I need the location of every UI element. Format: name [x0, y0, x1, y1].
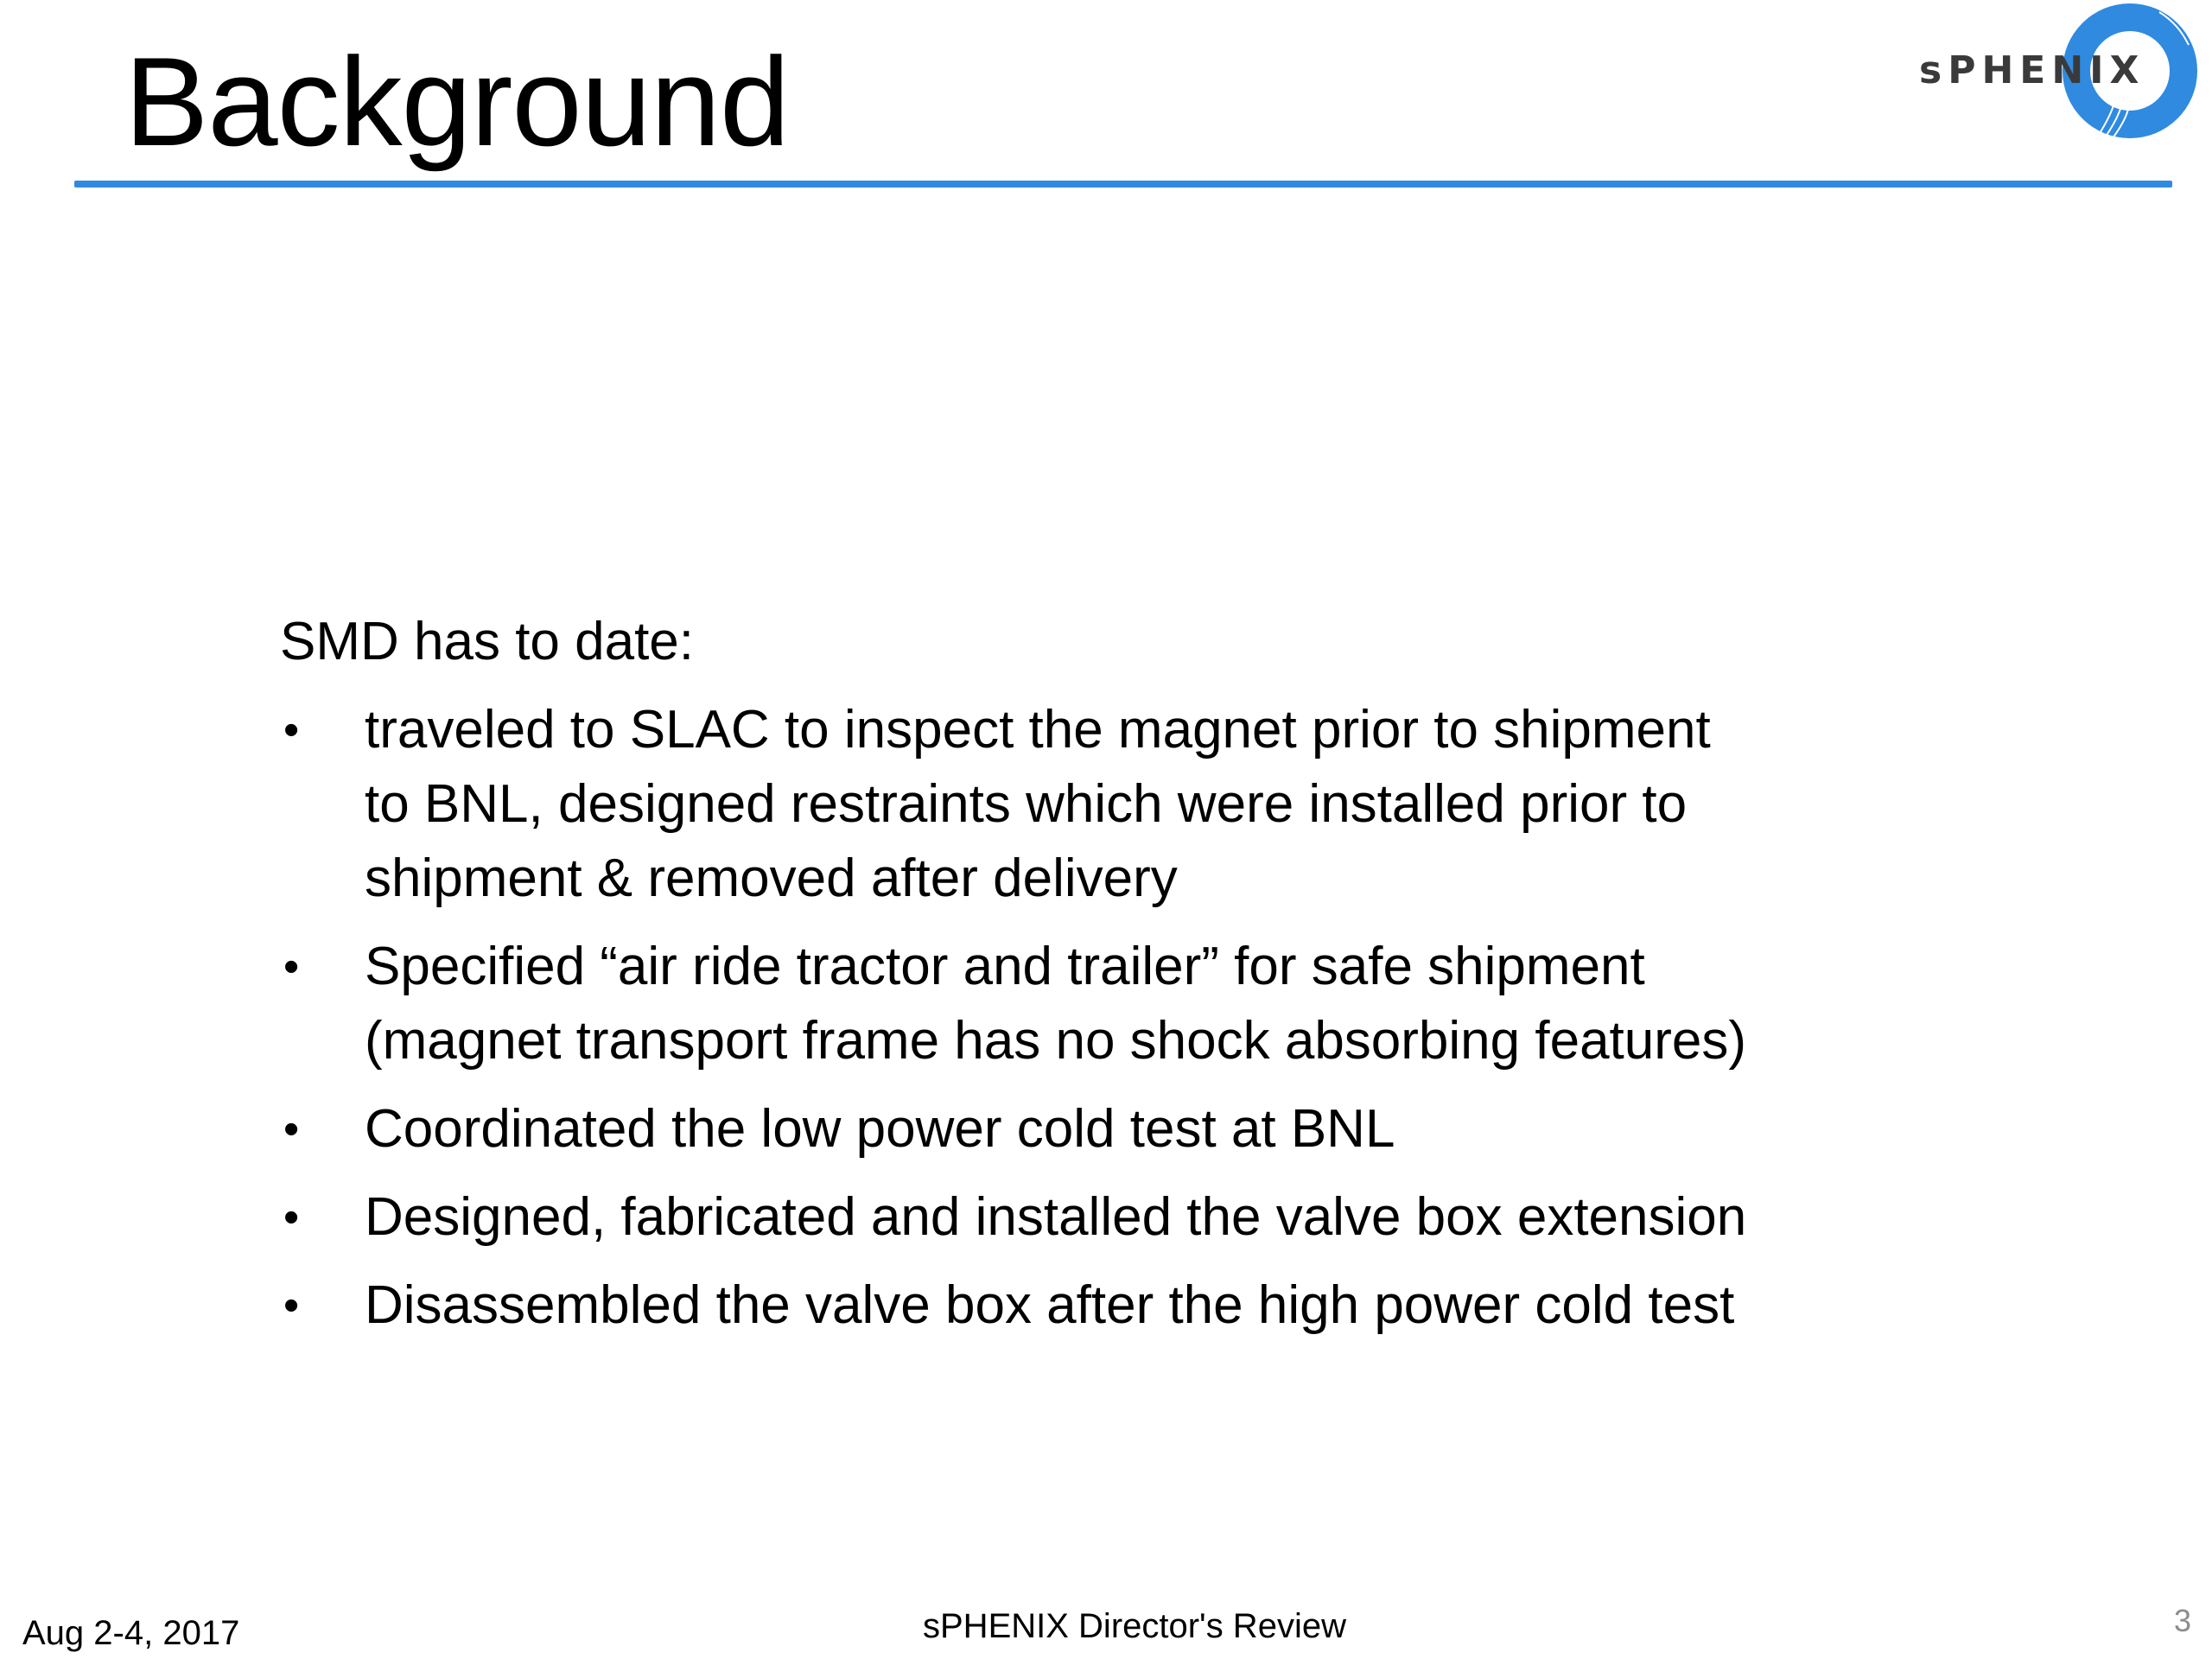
footer-title: sPHENIX Director's Review — [923, 1607, 1346, 1645]
bullet-line: to BNL, designed restraints which were installed prior to — [365, 774, 1688, 834]
bullet-list — [280, 693, 1922, 1343]
page-number: 3 — [2174, 1603, 2192, 1638]
bullet-line: Specified “air ride tractor and trailer” for safe shipment — [365, 937, 1645, 996]
bullet-line: traveled to SLAC to inspect the magnet prior to shipment — [365, 700, 1711, 760]
bullet-mark: • — [283, 705, 300, 755]
slide-content — [280, 605, 1922, 1357]
slide-title: Background — [124, 31, 790, 172]
bullet-line: (magnet transport frame has no shock absorbing features) — [365, 1011, 1747, 1071]
bullet-mark: • — [283, 942, 300, 992]
bullet-line: Coordinated the low power cold test at BNL — [365, 1099, 1395, 1159]
footer-date: Aug 2-4, 2017 — [22, 1614, 240, 1652]
intro-text: SMD has to date: — [280, 612, 695, 671]
bullet-line: Designed, fabricated and installed the valve box extension — [365, 1187, 1747, 1247]
list-item — [280, 693, 1922, 916]
list-item — [280, 1092, 1922, 1166]
title-underline — [74, 181, 2172, 188]
sphenix-logo-text: sPHENIX — [1919, 48, 2145, 92]
list-item — [280, 930, 1922, 1078]
bullet-mark: • — [283, 1192, 300, 1243]
bullet-mark: • — [283, 1281, 300, 1331]
sphenix-logo — [1914, 0, 2212, 143]
list-item — [280, 1180, 1922, 1255]
bullet-mark: • — [283, 1104, 300, 1154]
list-item — [280, 1268, 1922, 1343]
bullet-line: shipment & removed after delivery — [365, 849, 1178, 908]
bullet-line: Disassembled the valve box after the high power cold test — [365, 1275, 1735, 1335]
